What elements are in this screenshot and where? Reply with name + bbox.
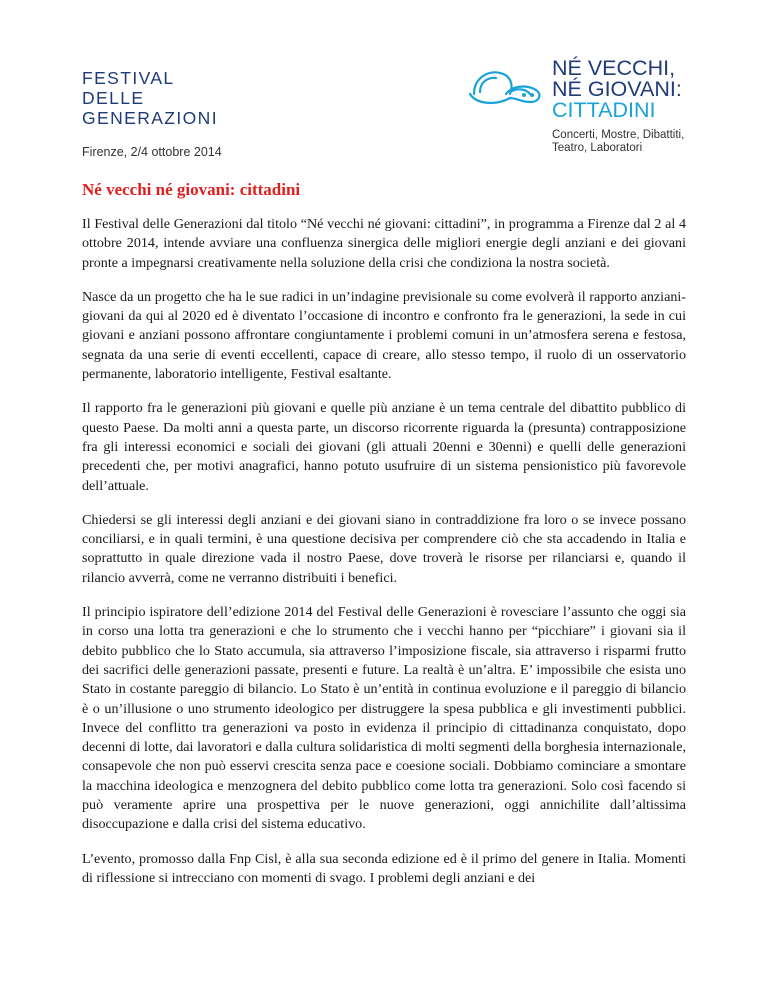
- hat-icon: [466, 64, 546, 110]
- festival-date: Firenze, 2/4 ottobre 2014: [82, 145, 222, 159]
- festival-logo-line-3: GENERAZIONI: [82, 108, 218, 128]
- brand-logo: [466, 58, 706, 158]
- article-title: Né vecchi né giovani: cittadini: [82, 180, 301, 199]
- article-paragraph-5: Il principio ispiratore dell’edizione 2014 del Festival delle Generazioni è rovesciare l’assunto che oggi sia in corso una lotta tra generazioni e che lo strumento che i vecchi hanno per “picchiare” i giovani sia il debito pubblico che lo Stato accumula, sia attraverso l’imposizione fiscale, sia attraverso i risparmi frutto dei sacrifici delle generazioni passate, presenti e future. La realtà è un’altra. E’ impossibile che esista uno Stato in costante pareggio di bilancio. Lo Stato è un’entità in continua evoluzione e il pareggio di bilancio è o un’illusione o uno strumento ideologico per distruggere la spesa pubblica e gli investimenti pubblici. Invece del conflitto tra generazioni va posto in evidenza il principio di cittadinanza conquistato, dopo decenni di lotte, dai lavoratori e dalla cultura solidaristica di molti segmenti della borghesia internazionale, consapevole che non può esservi crescita senza pace e coesione sociali. Dobbiamo cominciare a smontare la macchina ideologica e menzognera del debito pubblico come lotta tra generazioni. Solo così facendo si può veramente aprire una prospettiva per le nuove generazioni, oggi annichilite dall’altissima disoccupazione e dalla crisi del sistema educativo.: [82, 604, 686, 833]
- article-paragraph-4: Chiedersi se gli interessi degli anziani e dei giovani siano in contraddizione fra loro o se invece possano conciliarsi, e in quali termini, è una questione decisiva per comprendere ciò che sta accadendo in Italia e soprattutto in quale direzione vada il nostro Paese, dove troverà le risorse per rilanciarsi e, quando il rilancio avverrà, come ne verranno distribuiti i benefici.: [82, 511, 686, 586]
- brand-subtitle: [552, 129, 684, 155]
- article-paragraph-6: L’evento, promosso dalla Fnp Cisl, è alla sua seconda edizione ed è il primo del genere in Italia. Momenti di riflessione si intrecciano con momenti di svago. I problemi degli anziani e dei: [82, 850, 686, 886]
- brand-subtitle-line-2: Teatro, Laboratori: [552, 142, 643, 154]
- brand-title: [552, 58, 682, 121]
- brand-title-line-1: NÉ VECCHI,: [552, 56, 676, 80]
- article: [82, 180, 686, 903]
- festival-logo-line-2: DELLE: [82, 88, 145, 108]
- festival-logo-line-1: FESTIVAL: [82, 68, 175, 88]
- article-paragraph-2: Nasce da un progetto che ha le sue radici in un’indagine previsionale su come evolverà il rapporto anziani-giovani da qui al 2020 ed è diventato l’occasione di incontro e confronto fra le generazioni, la sede in cui giovani e anziani possono affrontare congiuntamente i problemi comuni in un’atmosfera serena e festosa, segnata da una serie di eventi eccellenti, capace di creare, allo stesso tempo, il ruolo di un osservatorio permanente, laboratorio intelligente, Festival esaltante.: [82, 288, 686, 383]
- brand-title-line-2: NÉ GIOVANI:: [552, 77, 682, 101]
- brand-subtitle-line-1: Concerti, Mostre, Dibattiti,: [552, 129, 685, 141]
- article-paragraph-1: Il Festival delle Generazioni dal titolo “Né vecchi né giovani: cittadini”, in programma a Firenze dal 2 al 4 ottobre 2014, intende avviare una confluenza sinergica delle migliori energie degli anziani e dei giovani pronte a impegnarsi creativamente nella soluzione della crisi che condiziona la nostra società.: [82, 216, 686, 271]
- brand-title-line-3: CITTADINI: [552, 98, 656, 122]
- festival-logo: [82, 68, 218, 128]
- article-paragraph-3: Il rapporto fra le generazioni più giovani e quelle più anziane è un tema centrale del dibattito pubblico di questo Paese. Da molti anni a questa parte, un discorso ricorrente riguarda la (presunta) contrapposizione fra gli interessi economici e sociali dei giovani (gli attuali 20enni e 30enni) e quelli delle generazioni precedenti che, per motivi anagrafici, hanno potuto usufruire di un sistema pensionistico più favorevole dell’attuale.: [82, 400, 686, 494]
